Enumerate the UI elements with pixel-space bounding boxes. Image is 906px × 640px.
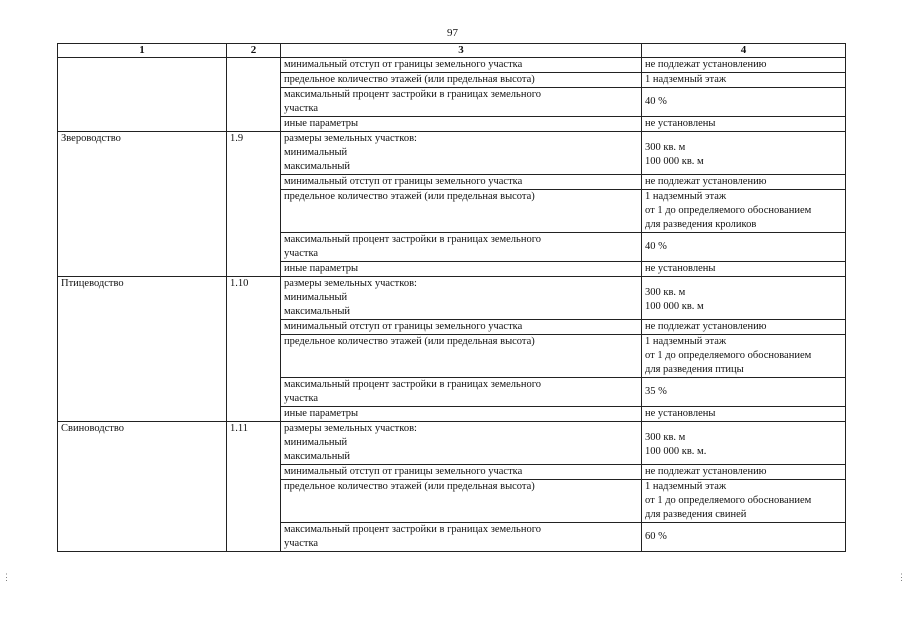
margin-mark-right: ⋮ [897,572,906,582]
cell-line: 300 кв. м [645,432,686,443]
cell-line: не установлены [645,263,716,274]
cell-line: 300 кв. м [645,142,686,153]
column-header: 4 [642,44,846,58]
use-type-name: Птицеводство [58,277,227,422]
cell-line: минимальный отступ от границы земельного участка [284,466,523,477]
value-cell [642,277,846,320]
parameter-cell [281,378,642,407]
page-number: 97 [447,27,458,39]
cell-line: 1 надземный этаж [645,336,727,347]
value-cell [642,378,846,407]
cell-line: предельное количество этажей (или предельная высота) [284,191,535,202]
value-cell [642,73,846,88]
use-type-code: 1.9 [227,132,281,277]
cell-line: размеры земельных участков: [284,278,417,289]
parameter-cell [281,190,642,233]
cell-line: минимальный [284,147,348,158]
use-type-name [58,58,227,132]
cell-line: минимальный отступ от границы земельного участка [284,321,523,332]
cell-line: минимальный [284,292,348,303]
column-header: 1 [58,44,227,58]
cell-line: 40 % [645,96,667,107]
cell-line: минимальный отступ от границы земельного участка [284,176,523,187]
column-header: 3 [281,44,642,58]
parameter-cell [281,407,642,422]
column-header: 2 [227,44,281,58]
value-cell [642,190,846,233]
cell-line: максимальный процент застройки в границах земельного [284,379,542,390]
cell-line: размеры земельных участков: [284,423,417,434]
parameter-cell [281,480,642,523]
cell-line: минимальный [284,437,348,448]
cell-line: иные параметры [284,408,359,419]
parameter-cell [281,335,642,378]
cell-line: максимальный процент застройки в границах земельного [284,89,542,100]
cell-line: для разведения кроликов [645,219,757,230]
cell-line: предельное количество этажей (или предельная высота) [284,481,535,492]
parameter-cell [281,523,642,552]
parameter-cell [281,320,642,335]
cell-line: максимальный [284,161,350,172]
cell-line: 35 % [645,386,667,397]
value-cell [642,335,846,378]
cell-line: иные параметры [284,263,359,274]
parameter-cell [281,465,642,480]
value-cell [642,407,846,422]
cell-line: 100 000 кв. м [645,301,704,312]
value-cell [642,132,846,175]
value-cell [642,175,846,190]
value-cell [642,117,846,132]
cell-line: 100 000 кв. м [645,156,704,167]
parameter-cell [281,88,642,117]
cell-line: 100 000 кв. м. [645,446,707,457]
parameter-cell [281,277,642,320]
value-cell [642,262,846,277]
cell-line: максимальный [284,451,350,462]
value-cell [642,58,846,73]
cell-line: предельное количество этажей (или предельная высота) [284,74,535,85]
cell-line: размеры земельных участков: [284,133,417,144]
cell-line: 60 % [645,531,667,542]
cell-line: участка [284,538,319,549]
parameter-cell [281,58,642,73]
parameter-cell [281,73,642,88]
table-row [58,132,846,175]
parameter-cell [281,132,642,175]
value-cell [642,233,846,262]
cell-line: от 1 до определяемого обоснованием [645,205,812,216]
cell-line: участка [284,103,319,114]
cell-line: 40 % [645,241,667,252]
parameter-cell [281,117,642,132]
value-cell [642,320,846,335]
margin-mark-left: ⋮ [2,572,11,582]
cell-line: иные параметры [284,118,359,129]
cell-line: максимальный процент застройки в границах земельного [284,234,542,245]
cell-line: 1 надземный этаж [645,191,727,202]
cell-line: не установлены [645,408,716,419]
cell-line: 300 кв. м [645,287,686,298]
use-type-name: Свиноводство [58,422,227,552]
table-row [58,58,846,73]
cell-line: минимальный отступ от границы земельного участка [284,59,523,70]
cell-line: от 1 до определяемого обоснованием [645,495,812,506]
table-header-row [58,44,846,58]
cell-line: предельное количество этажей (или предельная высота) [284,336,535,347]
table-row [58,422,846,465]
cell-line: для разведения птицы [645,364,744,375]
cell-line: максимальный процент застройки в границах земельного [284,524,542,535]
cell-line: 1 надземный этаж [645,74,727,85]
parameter-cell [281,262,642,277]
table-row [58,277,846,320]
value-cell [642,465,846,480]
cell-line: участка [284,393,319,404]
parameter-cell [281,233,642,262]
value-cell [642,523,846,552]
cell-line: не подлежат установлению [645,466,767,477]
cell-line: не подлежат установлению [645,59,767,70]
value-cell [642,480,846,523]
cell-line: от 1 до определяемого обоснованием [645,350,812,361]
use-type-code: 1.11 [227,422,281,552]
cell-line: не установлены [645,118,716,129]
value-cell [642,88,846,117]
cell-line: максимальный [284,306,350,317]
cell-line: для разведения свиней [645,509,747,520]
parameter-cell [281,422,642,465]
cell-line: 1 надземный этаж [645,481,727,492]
cell-line: не подлежат установлению [645,321,767,332]
cell-line: не подлежат установлению [645,176,767,187]
value-cell [642,422,846,465]
parameter-cell [281,175,642,190]
use-type-name: Звероводство [58,132,227,277]
zoning-parameters-table [57,43,846,552]
cell-line: участка [284,248,319,259]
use-type-code: 1.10 [227,277,281,422]
use-type-code [227,58,281,132]
